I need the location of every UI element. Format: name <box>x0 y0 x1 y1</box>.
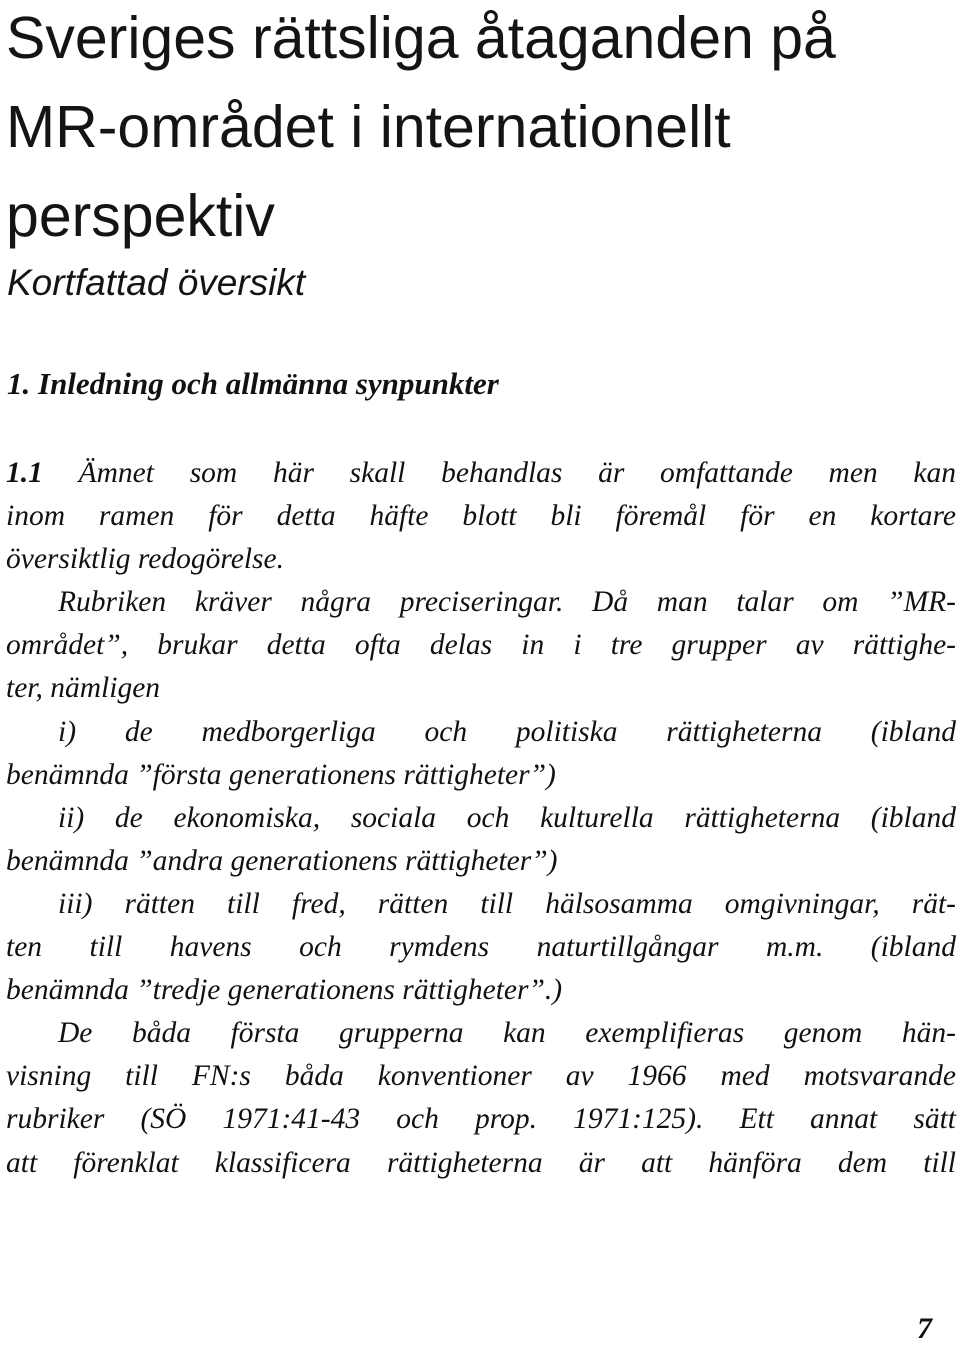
page-number: 7 <box>917 1312 932 1345</box>
title-line: MR-området i internationellt <box>6 94 731 160</box>
text-line: inom ramen för detta häfte blott bli föremål för en kortare <box>6 500 956 533</box>
list-item-line: benämnda ”tredje generationens rättigheter”.) <box>6 974 563 1007</box>
document-subtitle: Kortfattad översikt <box>7 262 306 303</box>
list-item-line: i) de medborgerliga och politiska rättigheterna (ibland <box>58 715 956 748</box>
text-line: De båda första grupperna kan exemplifieras genom hän- <box>58 1017 956 1050</box>
section-heading: 1. Inledning och allmänna synpunkter <box>7 366 499 401</box>
list-item-line: benämnda ”andra generationens rättigheter”) <box>6 844 558 877</box>
text-line: rubriker (SÖ 1971:41-43 och prop. 1971:125). Ett annat sätt <box>6 1103 956 1136</box>
text-line: översiktlig redogörelse. <box>6 543 285 576</box>
body-text <box>6 452 956 1185</box>
list-item-line: ii) de ekonomiska, sociala och kulturella rättigheterna (ibland <box>58 801 956 834</box>
list-item-line: iii) rätten till fred, rätten till hälsosamma omgivningar, rät- <box>58 887 956 920</box>
list-item-line: ten till havens och rymdens naturtillgångar m.m. (ibland <box>6 931 956 964</box>
text-line: 1.1 Ämnet som här skall behandlas är omfattande men kan <box>6 457 956 489</box>
text-line: ter, nämligen <box>6 672 161 705</box>
paragraph-number: 1.1 <box>6 457 43 489</box>
title-line: perspektiv <box>6 183 275 249</box>
text-line: visning till FN:s båda konventioner av 1966 med motsvarande <box>6 1060 956 1093</box>
text-line: att förenklat klassificera rättigheterna är att hänföra dem till <box>6 1146 956 1179</box>
document-title <box>6 0 956 261</box>
text-line: Rubriken kräver några preciseringar. Då man talar om ”MR- <box>58 586 956 619</box>
title-line: Sveriges rättsliga åtaganden på <box>6 5 836 71</box>
text-line: området”, brukar detta ofta delas in i tre grupper av rättighe- <box>6 629 956 662</box>
list-item-line: benämnda ”första generationens rättigheter”) <box>6 758 556 791</box>
